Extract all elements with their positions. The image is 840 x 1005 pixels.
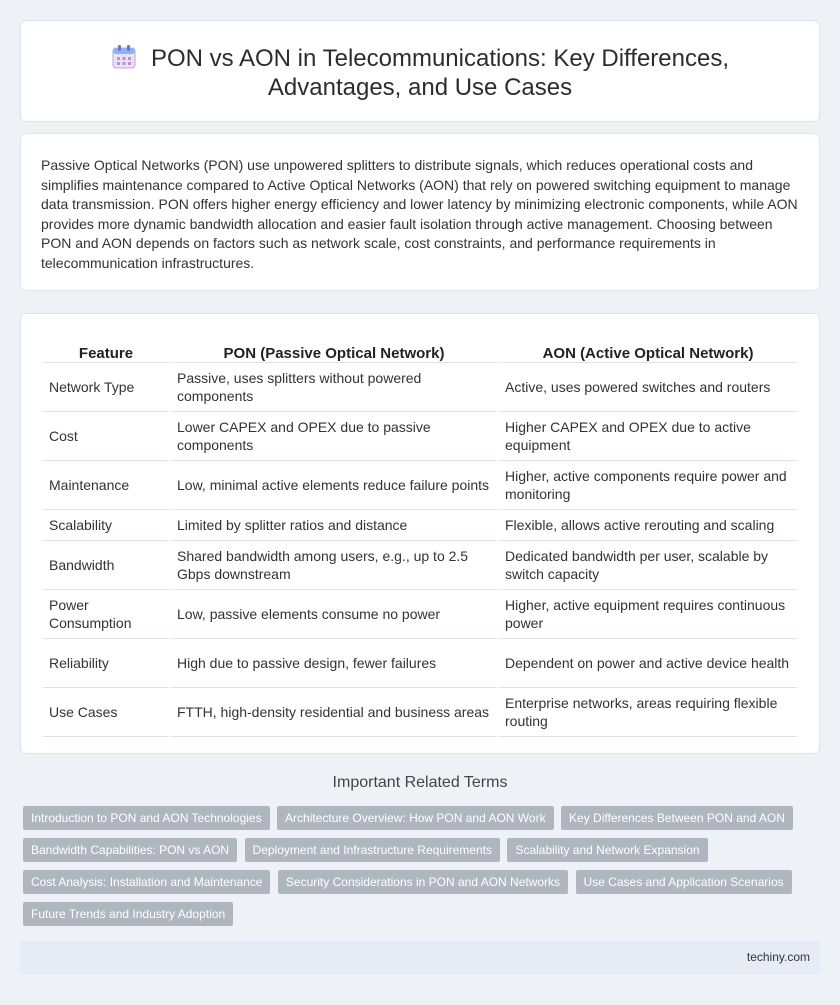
related-terms-list <box>23 806 803 934</box>
title-line-2: Advantages, and Use Cases <box>267 74 573 101</box>
related-tag[interactable]: Scalability and Network Expansion <box>507 838 707 862</box>
cell-feature: Power Consumption <box>43 590 169 639</box>
cell-pon: Limited by splitter ratios and distance <box>171 510 497 541</box>
table-row <box>43 461 797 510</box>
footer-site-link[interactable]: techiny.com <box>746 950 810 964</box>
comparison-card <box>20 313 820 754</box>
cell-aon: Dependent on power and active device health <box>499 639 797 688</box>
cell-feature: Cost <box>43 412 169 461</box>
header-aon: AON (Active Optical Network) <box>499 332 797 363</box>
cell-aon: Dedicated bandwidth per user, scalable by switch capacity <box>499 541 797 590</box>
table-row <box>43 510 797 541</box>
cell-pon: High due to passive design, fewer failures <box>171 639 497 688</box>
cell-aon: Higher, active equipment requires continuous power <box>499 590 797 639</box>
cell-pon: Shared bandwidth among users, e.g., up to 2.5 Gbps downstream <box>171 541 497 590</box>
table-row <box>43 688 797 737</box>
related-tag[interactable]: Future Trends and Industry Adoption <box>23 902 233 926</box>
table-header-row <box>43 332 797 363</box>
related-tag[interactable]: Deployment and Infrastructure Requirements <box>245 838 500 862</box>
cell-pon: FTTH, high-density residential and business areas <box>171 688 497 737</box>
title-card <box>20 20 820 122</box>
related-terms-title: Important Related Terms <box>332 774 508 791</box>
table-row <box>43 639 797 688</box>
related-tag[interactable]: Security Considerations in PON and AON Networks <box>278 870 568 894</box>
cell-pon: Low, passive elements consume no power <box>171 590 497 639</box>
related-tag[interactable]: Use Cases and Application Scenarios <box>576 870 792 894</box>
page-title <box>21 44 819 102</box>
header-pon: PON (Passive Optical Network) <box>171 332 497 363</box>
cell-feature: Network Type <box>43 363 169 412</box>
cell-aon: Higher CAPEX and OPEX due to active equipment <box>499 412 797 461</box>
table-row <box>43 541 797 590</box>
header-feature: Feature <box>43 332 169 363</box>
comparison-table <box>41 332 799 737</box>
title-line-1: PON vs AON in Telecommunications: Key Differences, <box>150 45 729 72</box>
intro-card <box>20 133 820 291</box>
cell-feature: Reliability <box>43 639 169 688</box>
related-tag[interactable]: Architecture Overview: How PON and AON Work <box>277 806 554 830</box>
cell-pon: Low, minimal active elements reduce failure points <box>171 461 497 510</box>
table-row <box>43 590 797 639</box>
related-tag[interactable]: Bandwidth Capabilities: PON vs AON <box>23 838 237 862</box>
table-row <box>43 412 797 461</box>
cell-feature: Use Cases <box>43 688 169 737</box>
intro-paragraph: Passive Optical Networks (PON) use unpowered splitters to distribute signals, which reduces operational costs and simplifies maintenance compared to Active Optical Networks (AON) that rely on powered switching equipment to manage data transmission. PON offers higher energy efficiency and lower latency by minimizing electronic components, while AON provides more dynamic bandwidth allocation and easier fault isolation through active management. Choosing between PON and AON depends on factors such as network scale, cost constraints, and performance requirements in telecommunication infrastructures. <box>41 157 798 271</box>
cell-pon: Passive, uses splitters without powered components <box>171 363 497 412</box>
cell-feature: Bandwidth <box>43 541 169 590</box>
cell-aon: Enterprise networks, areas requiring flexible routing <box>499 688 797 737</box>
cell-feature: Scalability <box>43 510 169 541</box>
cell-aon: Active, uses powered switches and routers <box>499 363 797 412</box>
cell-aon: Higher, active components require power and monitoring <box>499 461 797 510</box>
calendar-icon <box>111 44 137 70</box>
related-tag[interactable]: Introduction to PON and AON Technologies <box>23 806 270 830</box>
table-row <box>43 363 797 412</box>
footer <box>20 941 820 974</box>
related-tag[interactable]: Cost Analysis: Installation and Maintenance <box>23 870 270 894</box>
related-tag[interactable]: Key Differences Between PON and AON <box>561 806 793 830</box>
cell-aon: Flexible, allows active rerouting and scaling <box>499 510 797 541</box>
cell-pon: Lower CAPEX and OPEX due to passive components <box>171 412 497 461</box>
cell-feature: Maintenance <box>43 461 169 510</box>
